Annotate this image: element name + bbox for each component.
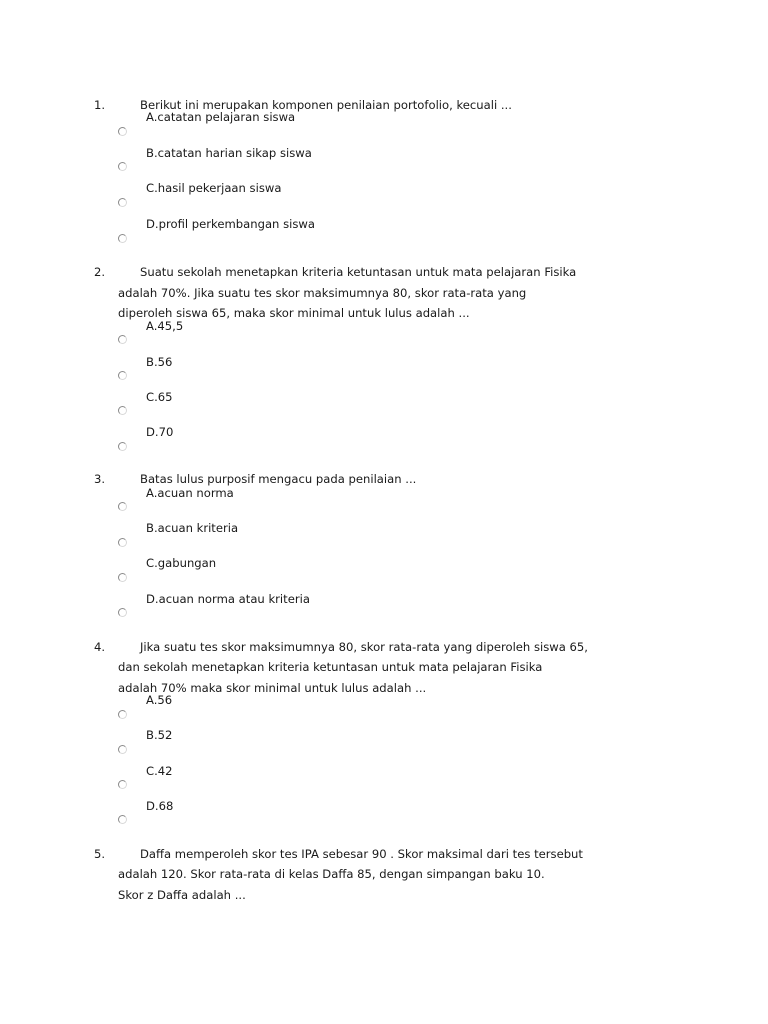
question-number: 1. (94, 98, 106, 112)
question-text: adalah 70%. Jika suatu tes skor maksimumnya 80, skor rata-rata yang (118, 286, 527, 300)
question-text: Batas lulus purposif mengacu pada penilaian ... (140, 472, 417, 486)
option-label-c: C.hasil pekerjaan siswa (146, 181, 282, 195)
option-radio-a[interactable] (118, 127, 127, 136)
option-label-a: A.acuan norma (146, 486, 234, 500)
option-label-b: B.56 (146, 355, 173, 369)
option-label-c: C.42 (146, 764, 173, 778)
question-text: adalah 120. Skor rata-rata di kelas Daffa 85, dengan simpangan baku 10. (118, 867, 545, 881)
option-radio-b[interactable] (118, 162, 127, 171)
option-radio-d[interactable] (118, 608, 127, 617)
option-radio-c[interactable] (118, 573, 127, 582)
option-radio-c[interactable] (118, 780, 127, 789)
option-label-d: D.68 (146, 799, 174, 813)
question-text: Suatu sekolah menetapkan kriteria ketuntasan untuk mata pelajaran Fisika (140, 265, 577, 279)
question-text: dan sekolah menetapkan kriteria ketuntasan untuk mata pelajaran Fisika (118, 660, 543, 674)
option-radio-b[interactable] (118, 371, 127, 380)
option-radio-b[interactable] (118, 538, 127, 547)
question-text: Daffa memperoleh skor tes IPA sebesar 90 . Skor maksimal dari tes tersebut (140, 847, 583, 861)
option-radio-a[interactable] (118, 502, 127, 511)
question-text: Skor z Daffa adalah ... (118, 888, 246, 902)
question-number: 4. (94, 640, 106, 654)
option-label-a: A.catatan pelajaran siswa (146, 110, 296, 124)
option-radio-d[interactable] (118, 234, 127, 243)
option-label-c: C.65 (146, 390, 173, 404)
option-label-a: A.45,5 (146, 319, 184, 333)
option-label-c: C.gabungan (146, 556, 217, 570)
question-text: Jika suatu tes skor maksimumnya 80, skor rata-rata yang diperoleh siswa 65, (140, 640, 588, 654)
option-radio-c[interactable] (118, 406, 127, 415)
question-number: 5. (94, 847, 106, 861)
option-label-b: B.52 (146, 728, 173, 742)
question-text: diperoleh siswa 65, maka skor minimal untuk lulus adalah ... (118, 306, 470, 320)
option-radio-a[interactable] (118, 335, 127, 344)
option-label-a: A.56 (146, 693, 173, 707)
question-number: 3. (94, 472, 106, 486)
option-radio-b[interactable] (118, 745, 127, 754)
question-text: Berikut ini merupakan komponen penilaian portofolio, kecuali ... (140, 98, 512, 112)
option-label-b: B.catatan harian sikap siswa (146, 146, 312, 160)
option-radio-d[interactable] (118, 815, 127, 824)
option-label-d: D.acuan norma atau kriteria (146, 592, 310, 606)
question-text: adalah 70% maka skor minimal untuk lulus adalah ... (118, 681, 427, 695)
option-label-d: D.70 (146, 425, 174, 439)
option-radio-c[interactable] (118, 198, 127, 207)
question-number: 2. (94, 265, 106, 279)
option-radio-a[interactable] (118, 710, 127, 719)
option-label-d: D.profil perkembangan siswa (146, 217, 315, 231)
option-label-b: B.acuan kriteria (146, 521, 239, 535)
option-radio-d[interactable] (118, 442, 127, 451)
